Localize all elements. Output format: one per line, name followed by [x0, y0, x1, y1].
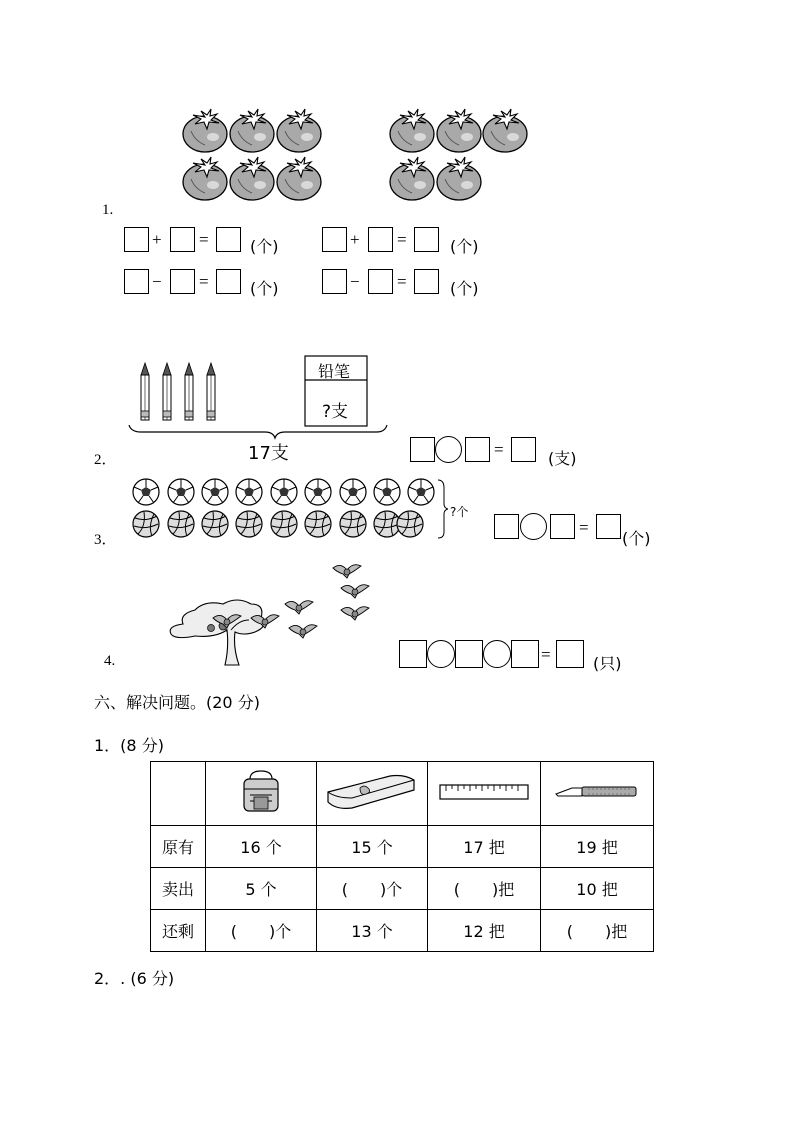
answer-box[interactable] [368, 227, 393, 252]
answer-box[interactable] [414, 227, 439, 252]
table-cell-blank[interactable]: ( )个 [317, 868, 428, 910]
utility-knife-cell [541, 762, 654, 826]
table-header-row [151, 762, 654, 826]
pencil-label: 铅笔 [318, 362, 351, 381]
pencil-case-cell [317, 762, 428, 826]
pencil-total: 17支 [248, 443, 289, 464]
section-title: 六、解决问题。(20 分) [94, 693, 260, 712]
problem-1-label: 1．(8 分) [94, 736, 164, 755]
table-cell-blank[interactable]: ( )个 [206, 910, 317, 952]
table-cell: 15 个 [317, 826, 428, 868]
question-number-3: 3． [94, 532, 117, 548]
equals-sign: = [541, 645, 551, 664]
equals-sign: = [397, 272, 407, 291]
birds-tree-illustration [165, 560, 390, 670]
question-number-4: 4. [104, 653, 116, 669]
operator-circle[interactable] [427, 640, 455, 668]
unit-label: (只) [593, 654, 622, 673]
equals-sign: = [199, 272, 209, 291]
unit-label: (个) [450, 279, 479, 298]
table-cell: 12 把 [428, 910, 541, 952]
unit-label: (个) [250, 237, 279, 256]
answer-box[interactable] [556, 640, 584, 668]
tomatoes-illustration [175, 105, 535, 210]
unit-label: (个) [250, 279, 279, 298]
answer-box[interactable] [410, 437, 435, 462]
answer-box[interactable] [511, 437, 536, 462]
plus-sign: + [152, 230, 162, 249]
operator-circle[interactable] [435, 436, 462, 463]
question-number-1: 1. [102, 202, 114, 218]
row-label: 卖出 [151, 868, 206, 910]
equals-sign: = [494, 440, 504, 459]
answer-box[interactable] [511, 640, 539, 668]
unit-label: (个) [450, 237, 479, 256]
table-row [151, 826, 654, 868]
answer-box[interactable] [124, 227, 149, 252]
table-cell: 16 个 [206, 826, 317, 868]
answer-box[interactable] [596, 514, 621, 539]
equals-sign: = [579, 518, 589, 537]
table-cell: 13 个 [317, 910, 428, 952]
ruler-cell [428, 762, 541, 826]
answer-box[interactable] [455, 640, 483, 668]
table-cell-blank[interactable]: ( )把 [541, 910, 654, 952]
table-cell: 10 把 [541, 868, 654, 910]
problem-2-label: 2．. (6 分) [94, 969, 175, 988]
pencil-unknown: ?支 [322, 402, 349, 422]
answer-box[interactable] [216, 227, 241, 252]
schoolbag-cell [206, 762, 317, 826]
row-label: 还剩 [151, 910, 206, 952]
equals-sign: = [397, 230, 407, 249]
table-row [151, 910, 654, 952]
answer-box[interactable] [465, 437, 490, 462]
row-label: 原有 [151, 826, 206, 868]
table-cell-blank[interactable]: ( )把 [428, 868, 541, 910]
schoolbag-icon [236, 769, 286, 815]
balls-illustration [128, 476, 448, 542]
unit-label: (支) [548, 449, 577, 468]
table-cell: 19 把 [541, 826, 654, 868]
answer-box[interactable] [399, 640, 427, 668]
operator-circle[interactable] [520, 513, 547, 540]
table-cell: 17 把 [428, 826, 541, 868]
inventory-table [150, 761, 654, 952]
pencils-illustration [125, 355, 390, 440]
balls-unknown-count: ?个 [450, 505, 469, 519]
answer-box[interactable] [170, 269, 195, 294]
answer-box[interactable] [494, 514, 519, 539]
answer-box[interactable] [216, 269, 241, 294]
utility-knife-icon [554, 782, 640, 802]
answer-box[interactable] [322, 269, 347, 294]
operator-circle[interactable] [483, 640, 511, 668]
answer-box[interactable] [368, 269, 393, 294]
table-corner-cell [151, 762, 206, 826]
equals-sign: = [199, 230, 209, 249]
minus-sign: − [350, 272, 360, 291]
minus-sign: − [152, 272, 162, 291]
unit-label: (个) [622, 529, 651, 548]
question-number-2: 2． [94, 452, 117, 468]
plus-sign: + [350, 230, 360, 249]
pencil-case-icon [324, 772, 420, 812]
answer-box[interactable] [170, 227, 195, 252]
answer-box[interactable] [124, 269, 149, 294]
table-row [151, 868, 654, 910]
ruler-icon [438, 781, 530, 803]
answer-box[interactable] [322, 227, 347, 252]
answer-box[interactable] [414, 269, 439, 294]
answer-box[interactable] [550, 514, 575, 539]
table-cell: 5 个 [206, 868, 317, 910]
